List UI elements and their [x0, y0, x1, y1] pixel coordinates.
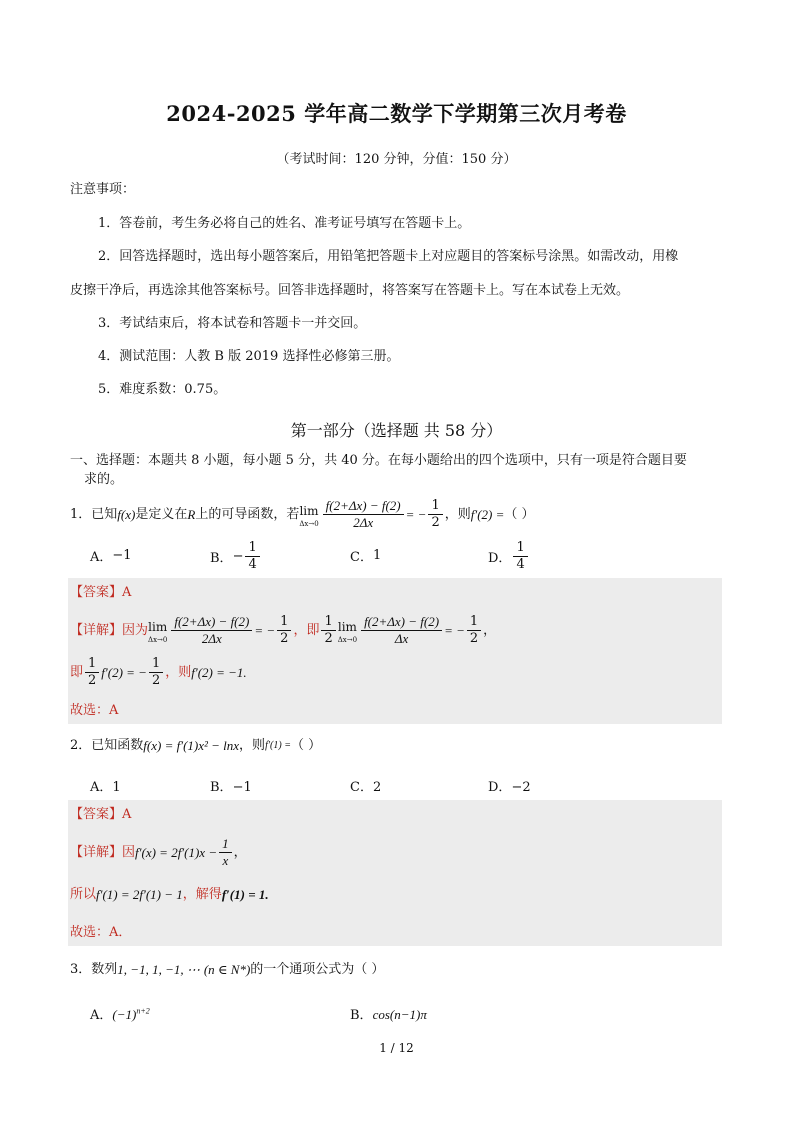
notes-heading: 注意事项： [70, 182, 136, 197]
q1-answer-block [68, 578, 722, 724]
section-title: 第一部分（选择题 共 58 分） [290, 421, 503, 440]
q2-detail-line2: 所以 f′(1) = 2f′(1) − 1 ，解得 f′(1) = 1. [70, 887, 269, 902]
page-number: 1 / 12 [379, 1041, 414, 1055]
q3-option-b: B．cos(n−1)π [350, 1007, 427, 1023]
q1-fx: f(x) [117, 506, 136, 522]
note-item-1: 1．答卷前，考生务必将自己的姓名、准考证号填写在答题卡上。 [98, 216, 471, 231]
q1-half: $\frac{1}{2}$ [428, 498, 442, 531]
q1-detail-line2: 即 $\frac{1}{2}$ f′(2) = − $\frac{1}{2}$ ，则 f′(2) = −1. [70, 656, 247, 688]
q1-text-b: 是定义在 [135, 506, 188, 522]
question-2: 2． 已知函数 f(x) = f′(1)x² − lnx ，则 f′(1) = （ ） [70, 738, 322, 753]
question-1 [70, 498, 535, 531]
page-title: 2024-2025 学年高二数学下学期第三次月考卷 [166, 101, 627, 126]
q1-detail: 【详解】 因为 lim Δx→0 $\frac{f(2+\Delta x) - f(2)}{2\Delta x}$ = − $\frac{1}{2}$ ，即 $\frac{1}{2}$ lim Δx→0 $\frac{f(2+\Delta x) - f(2)}{\Delta x}$ = − $\frac{1}{2}$ ， [70, 614, 497, 646]
q2-expr: f(x) = f′(1)x² − lnx [143, 738, 240, 753]
note-item-2-cont: 皮擦干净后，再选涂其他答案标号。回答非选择题时，将答案写在答题卡上。写在本试卷上无效。 [70, 283, 630, 298]
q2-detail: 【详解】 因 f′(x) = 2f′(1)x − $\frac{1}{x}$ ， [70, 836, 247, 868]
section-intro-line2: 求的。 [84, 472, 124, 487]
q1-lim: lim Δx→0 [299, 503, 319, 528]
q1-number: 1． [70, 506, 92, 522]
exam-info: （考试时间：120 分钟，分值：150 分） [276, 152, 517, 167]
q2-answer-block [68, 800, 722, 946]
q1-fraction: $\frac{f(2+\Delta x) - f(2)}{2\Delta x}$ [323, 498, 404, 531]
q3-condition: (n ∈ N*) [203, 962, 251, 977]
q1-text-d: ，则 [444, 506, 471, 522]
section-intro-line1: 一、选择题：本题共 8 小题，每小题 5 分，共 40 分。在每小题给出的四个选项中，只有一项是符合题目要 [70, 453, 687, 468]
q1-option-c: C． 1 [350, 548, 382, 565]
q1-option-a: A． −1 [90, 548, 132, 565]
note-item-2: 2．回答选择题时，选出每小题答案后，用铅笔把答题卡上对应题目的答案标号涂黑。如需改动，用橡 [98, 249, 679, 264]
q2-option-a: A．1 [90, 780, 121, 795]
q2-answer: 【答案】A [70, 807, 132, 822]
q2-choose: 故选：A． [70, 925, 132, 940]
note-item-3: 3．考试结束后，将本试卷和答题卡一并交回。 [98, 316, 367, 331]
q1-eq: = − [405, 506, 427, 522]
q1-option-d: D． $\frac{1}{4}$ [488, 540, 530, 573]
q1-paren: （ ） [504, 506, 535, 522]
q1-fp2: f′(2) = [470, 506, 505, 522]
q2-option-c: C．2 [350, 780, 382, 795]
q1-option-b: B． − $\frac{1}{4}$ [210, 540, 262, 573]
q1-answer: 【答案】A [70, 585, 132, 600]
q2-option-b: B．−1 [210, 780, 252, 795]
q2-option-d: D．−2 [488, 780, 531, 795]
question-3: 3． 数列 1, −1, 1, −1, ⋯ (n ∈ N*) 的一个通项公式为（ ） [70, 962, 385, 977]
q3-option-a: A．$(-1)^{n+2}$ [90, 1006, 150, 1023]
note-item-4: 4．测试范围：人教 B 版 2019 选择性必修第三册。 [98, 349, 400, 364]
note-item-5: 5．难度系数：0.75。 [98, 382, 227, 397]
q1-text-a: 已知 [91, 506, 118, 522]
q1-R: R [187, 506, 196, 522]
q1-choose: 故选：A [70, 703, 119, 718]
q1-text-c: 上的可导函数，若 [195, 506, 300, 522]
q3-sequence: 1, −1, 1, −1, ⋯ [117, 962, 200, 977]
